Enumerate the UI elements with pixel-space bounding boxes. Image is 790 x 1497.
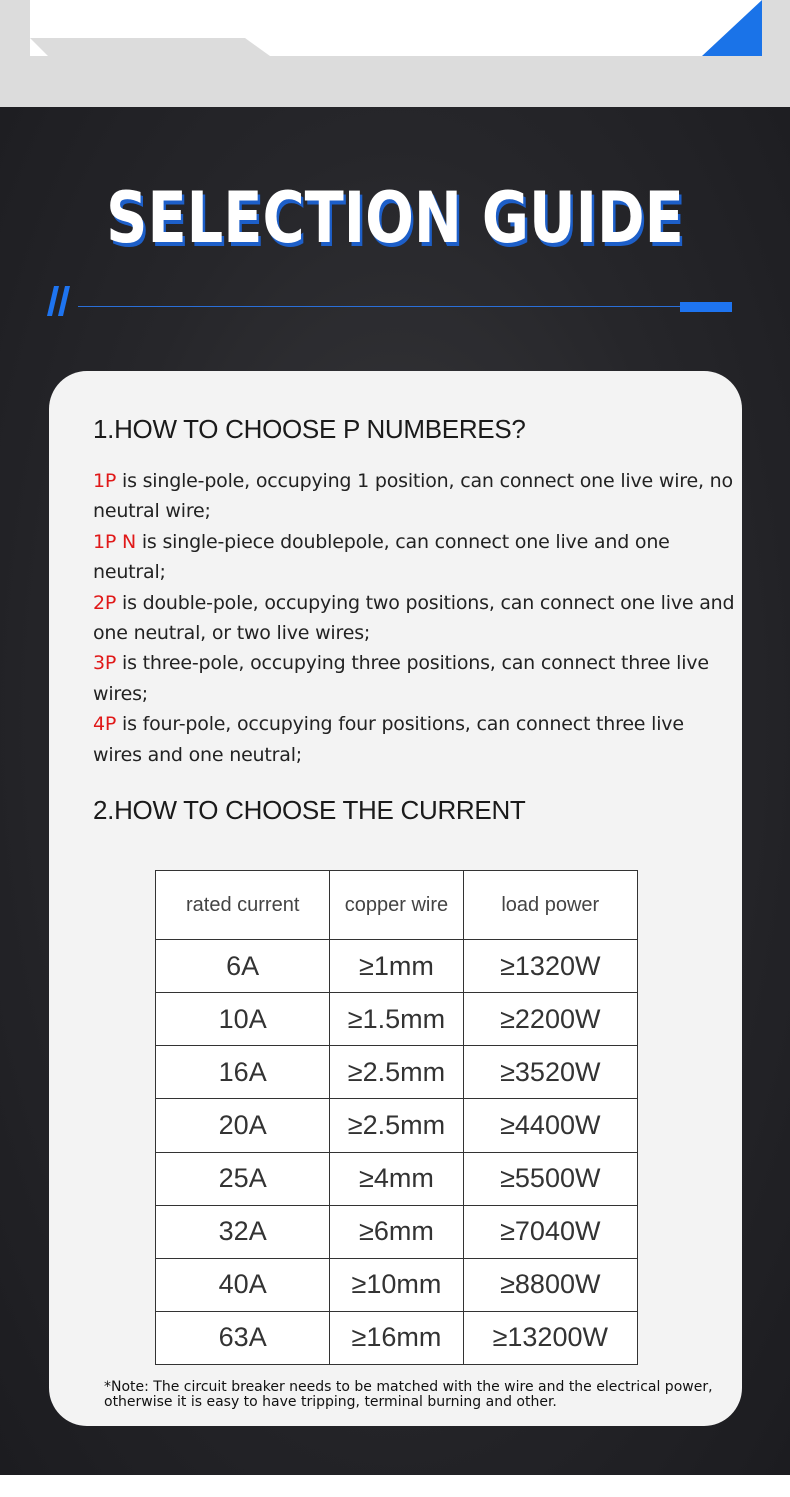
double-slash-icon: [46, 284, 74, 318]
bottom-strip: [0, 1475, 790, 1497]
table-row: [156, 940, 638, 993]
top-banner-notch: [30, 38, 270, 56]
cell-copper-wire: ≥4mm: [330, 1152, 463, 1205]
divider-line: [78, 306, 680, 307]
current-selection-table: [155, 870, 638, 1365]
header-rated-current: rated current: [156, 871, 330, 940]
header-load-power: load power: [463, 871, 637, 940]
header-copper-wire: copper wire: [330, 871, 463, 940]
cell-copper-wire: ≥1mm: [330, 940, 463, 993]
pole-tag: 4P: [93, 713, 117, 736]
cell-load-power: ≥8800W: [463, 1258, 637, 1311]
cell-load-power: ≥7040W: [463, 1205, 637, 1258]
table-row: [156, 1205, 638, 1258]
cell-copper-wire: ≥10mm: [330, 1258, 463, 1311]
pole-text: is three-pole, occupying three positions, can connect three live wires;: [93, 652, 709, 705]
cell-copper-wire: ≥1.5mm: [330, 993, 463, 1046]
table-row: [156, 1311, 638, 1364]
cell-copper-wire: ≥2.5mm: [330, 1046, 463, 1099]
cell-load-power: ≥1320W: [463, 940, 637, 993]
cell-rated-current: 32A: [156, 1205, 330, 1258]
table-row: [156, 1258, 638, 1311]
cell-load-power: ≥2200W: [463, 993, 637, 1046]
section-heading-current: 2.HOW TO CHOOSE THE CURRENT: [93, 795, 526, 825]
table-row: [156, 1099, 638, 1152]
cell-load-power: ≥5500W: [463, 1152, 637, 1205]
pole-text: is double-pole, occupying two positions, can connect one live and one neutral, or two live wires;: [93, 591, 735, 645]
cell-rated-current: 20A: [156, 1099, 330, 1152]
pole-tag: 2P: [93, 591, 117, 614]
pole-descriptions: [93, 466, 738, 770]
pole-item: [93, 648, 738, 709]
page-title: SELECTION GUIDE: [106, 177, 684, 259]
table-header-row: [156, 871, 638, 940]
pole-item: [93, 466, 738, 527]
pole-tag: 1P: [93, 470, 117, 492]
cell-copper-wire: ≥6mm: [330, 1205, 463, 1258]
table-row: [156, 1152, 638, 1205]
footnote: *Note: The circuit breaker needs to be matched with the wire and the electrical power, otherwise it is easy to have tripping, terminal burning and other.: [104, 1379, 713, 1410]
cell-rated-current: 63A: [156, 1311, 330, 1364]
cell-rated-current: 10A: [156, 993, 330, 1046]
cell-rated-current: 40A: [156, 1258, 330, 1311]
cell-rated-current: 6A: [156, 940, 330, 993]
cell-load-power: ≥4400W: [463, 1099, 637, 1152]
pole-tag: 1P N: [93, 530, 136, 553]
pole-item: [93, 709, 738, 770]
table-row: [156, 993, 638, 1046]
cell-rated-current: 25A: [156, 1152, 330, 1205]
pole-text: is single-pole, occupying 1 position, can connect one live wire, no neutral wire;: [93, 470, 733, 523]
table-row: [156, 1046, 638, 1099]
cell-copper-wire: ≥2.5mm: [330, 1099, 463, 1152]
section-heading-p-numbers: 1.HOW TO CHOOSE P NUMBERES?: [93, 414, 526, 444]
pole-text: is single-piece doublepole, can connect one live and one neutral;: [93, 530, 670, 584]
pole-item: [93, 588, 738, 649]
pole-tag: 3P: [93, 652, 117, 675]
cell-load-power: ≥3520W: [463, 1046, 637, 1099]
pole-text: is four-pole, occupying four positions, can connect three live wires and one neutral;: [93, 713, 684, 766]
cell-load-power: ≥13200W: [463, 1311, 637, 1364]
cell-rated-current: 16A: [156, 1046, 330, 1099]
cell-copper-wire: ≥16mm: [330, 1311, 463, 1364]
pole-item: [93, 527, 738, 588]
divider-accent-block: [680, 302, 732, 312]
